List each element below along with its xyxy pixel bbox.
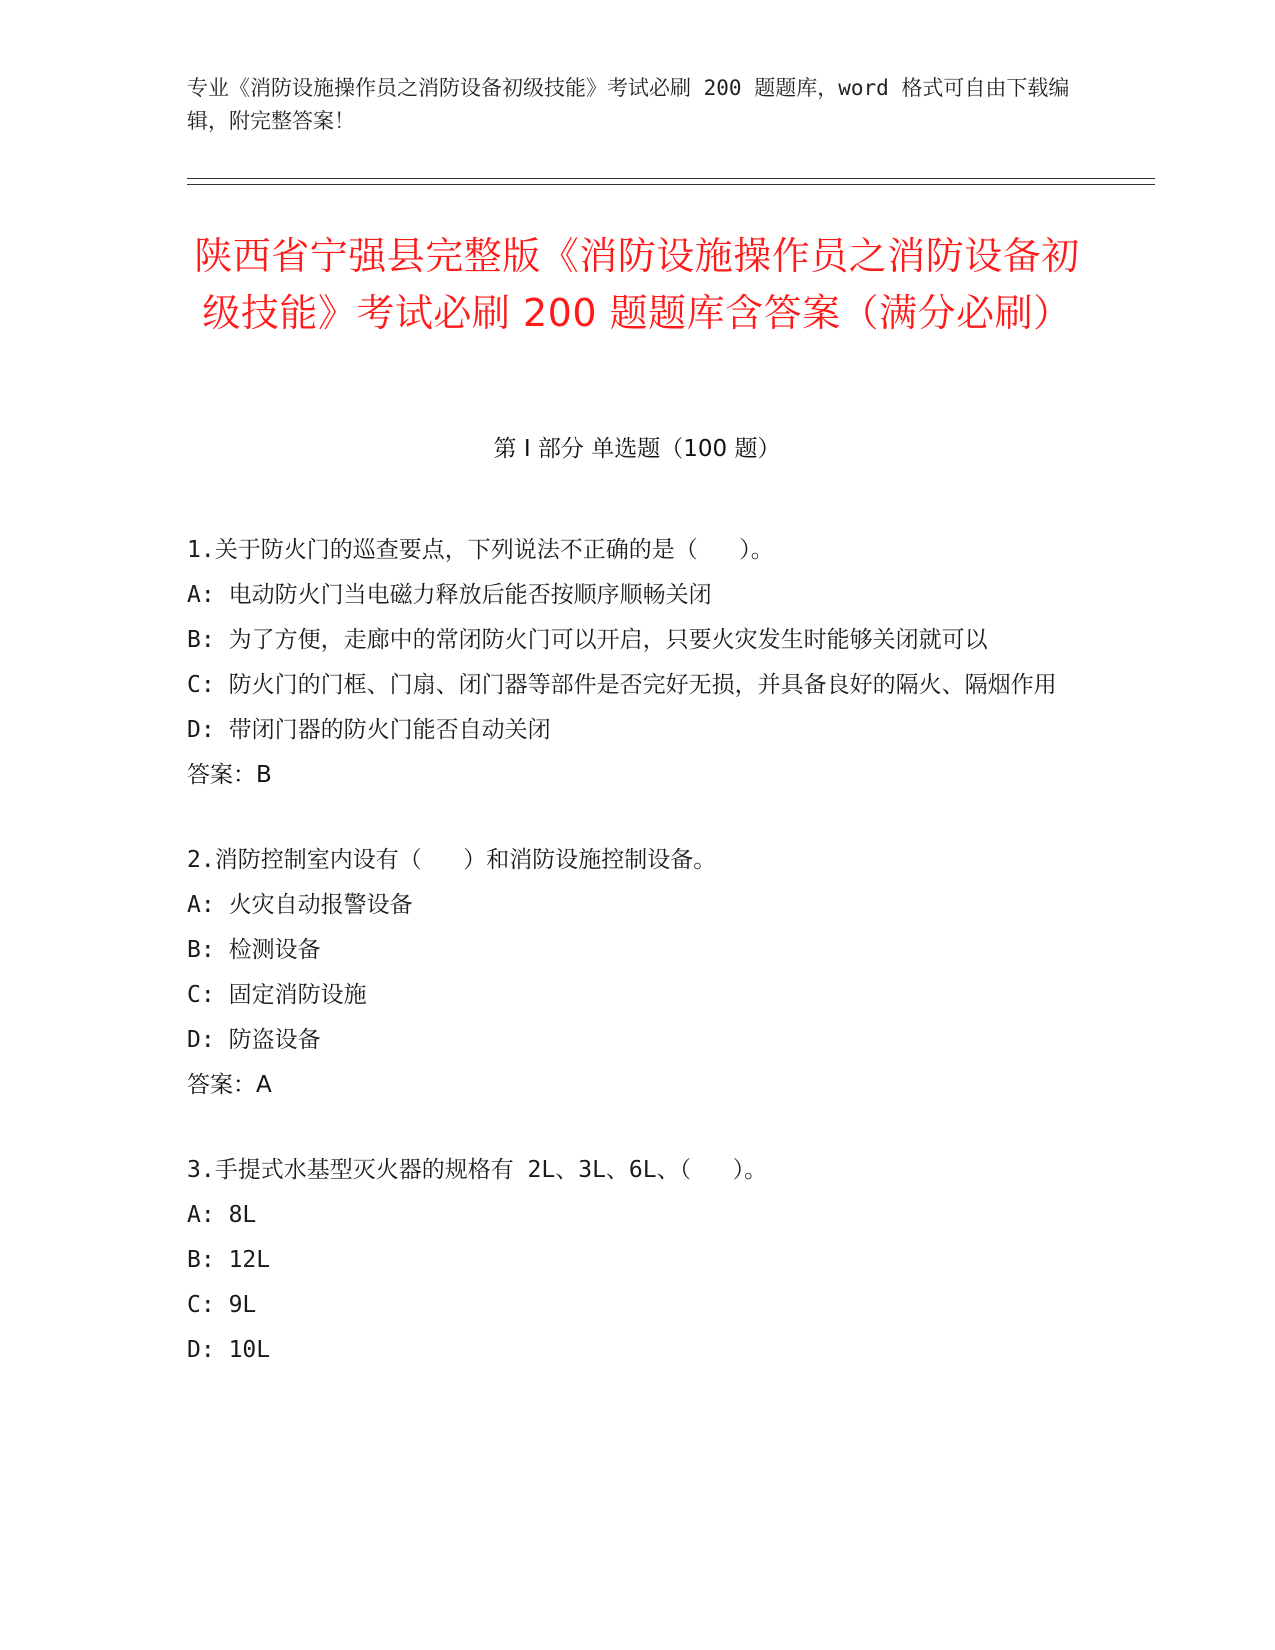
option-letter: D [187,1337,201,1363]
answer-label: 答案： [187,762,256,788]
section-title: 第 I 部分 单选题（100 题） [493,436,781,462]
answer-value: B [256,762,272,788]
option-letter: C [187,1292,201,1318]
option-c: C: 固定消防设施 [187,982,367,1008]
answer-value: A [256,1072,272,1098]
option-letter: C [187,672,201,698]
option-letter: A [187,582,201,608]
option-text: 防火门的门框、门扇、闭门器等部件是否完好无损，并具备良好的隔火、隔烟作用 [228,672,1057,698]
option-a: A: 电动防火门当电磁力释放后能否按顺序顺畅关闭 [187,582,712,608]
option-a: A: 8L [187,1202,257,1228]
option-d: D: 防盗设备 [187,1027,321,1053]
option-text: 带闭门器的防火门能否自动关闭 [228,717,551,743]
header-rule-top [187,178,1155,179]
question-stem: 2.消防控制室内设有（ ）和消防设施控制设备。 [187,847,717,873]
option-text: 9L [228,1292,257,1318]
option-letter: C [187,982,201,1008]
option-text: 固定消防设施 [228,982,367,1008]
option-text: 为了方便，走廊中的常闭防火门可以开启，只要火灾发生时能够关闭就可以 [228,627,988,653]
question-list [187,528,1077,1413]
document-title: 陕西省宁强县完整版《消防设施操作员之消防设备初级技能》考试必刷 200 题题库含答案（满分必刷） [194,234,1080,335]
option-letter: A [187,1202,201,1228]
option-letter: D [187,717,201,743]
option-text: 10L [228,1337,271,1363]
answer-line [187,753,1077,798]
question-1 [187,528,1077,798]
question-2 [187,838,1077,1108]
header-note: 专业《消防设施操作员之消防设备初级技能》考试必刷 200 题题库，word 格式可自由下载编辑，附完整答案！ [187,76,1070,133]
option-d: D: 带闭门器的防火门能否自动关闭 [187,717,551,743]
option-b: B: 为了方便，走廊中的常闭防火门可以开启，只要火灾发生时能够关闭就可以 [187,627,988,653]
option-c: C: 防火门的门框、门扇、闭门器等部件是否完好无损，并具备良好的隔火、隔烟作用 [187,672,1057,698]
option-b: B: 检测设备 [187,937,321,963]
option-d: D: 10L [187,1337,271,1363]
option-c: C: 9L [187,1292,257,1318]
question-stem: 3.手提式水基型灭火器的规格有 2L、3L、6L、（ ）。 [187,1157,768,1183]
answer-label: 答案： [187,1072,256,1098]
option-b: B: 12L [187,1247,271,1273]
option-letter: B [187,627,201,653]
option-letter: A [187,892,201,918]
option-letter: B [187,1247,201,1273]
option-a: A: 火灾自动报警设备 [187,892,413,918]
option-letter: D [187,1027,201,1053]
option-text: 检测设备 [228,937,321,963]
question-stem: 1.关于防火门的巡查要点，下列说法不正确的是（ ）。 [187,537,774,563]
option-text: 电动防火门当电磁力释放后能否按顺序顺畅关闭 [228,582,712,608]
option-text: 火灾自动报警设备 [228,892,413,918]
header-rule-bottom [187,184,1155,185]
option-letter: B [187,937,201,963]
option-text: 8L [228,1202,257,1228]
question-3 [187,1148,1077,1373]
option-text: 12L [228,1247,271,1273]
option-text: 防盗设备 [228,1027,321,1053]
answer-line [187,1063,1077,1108]
